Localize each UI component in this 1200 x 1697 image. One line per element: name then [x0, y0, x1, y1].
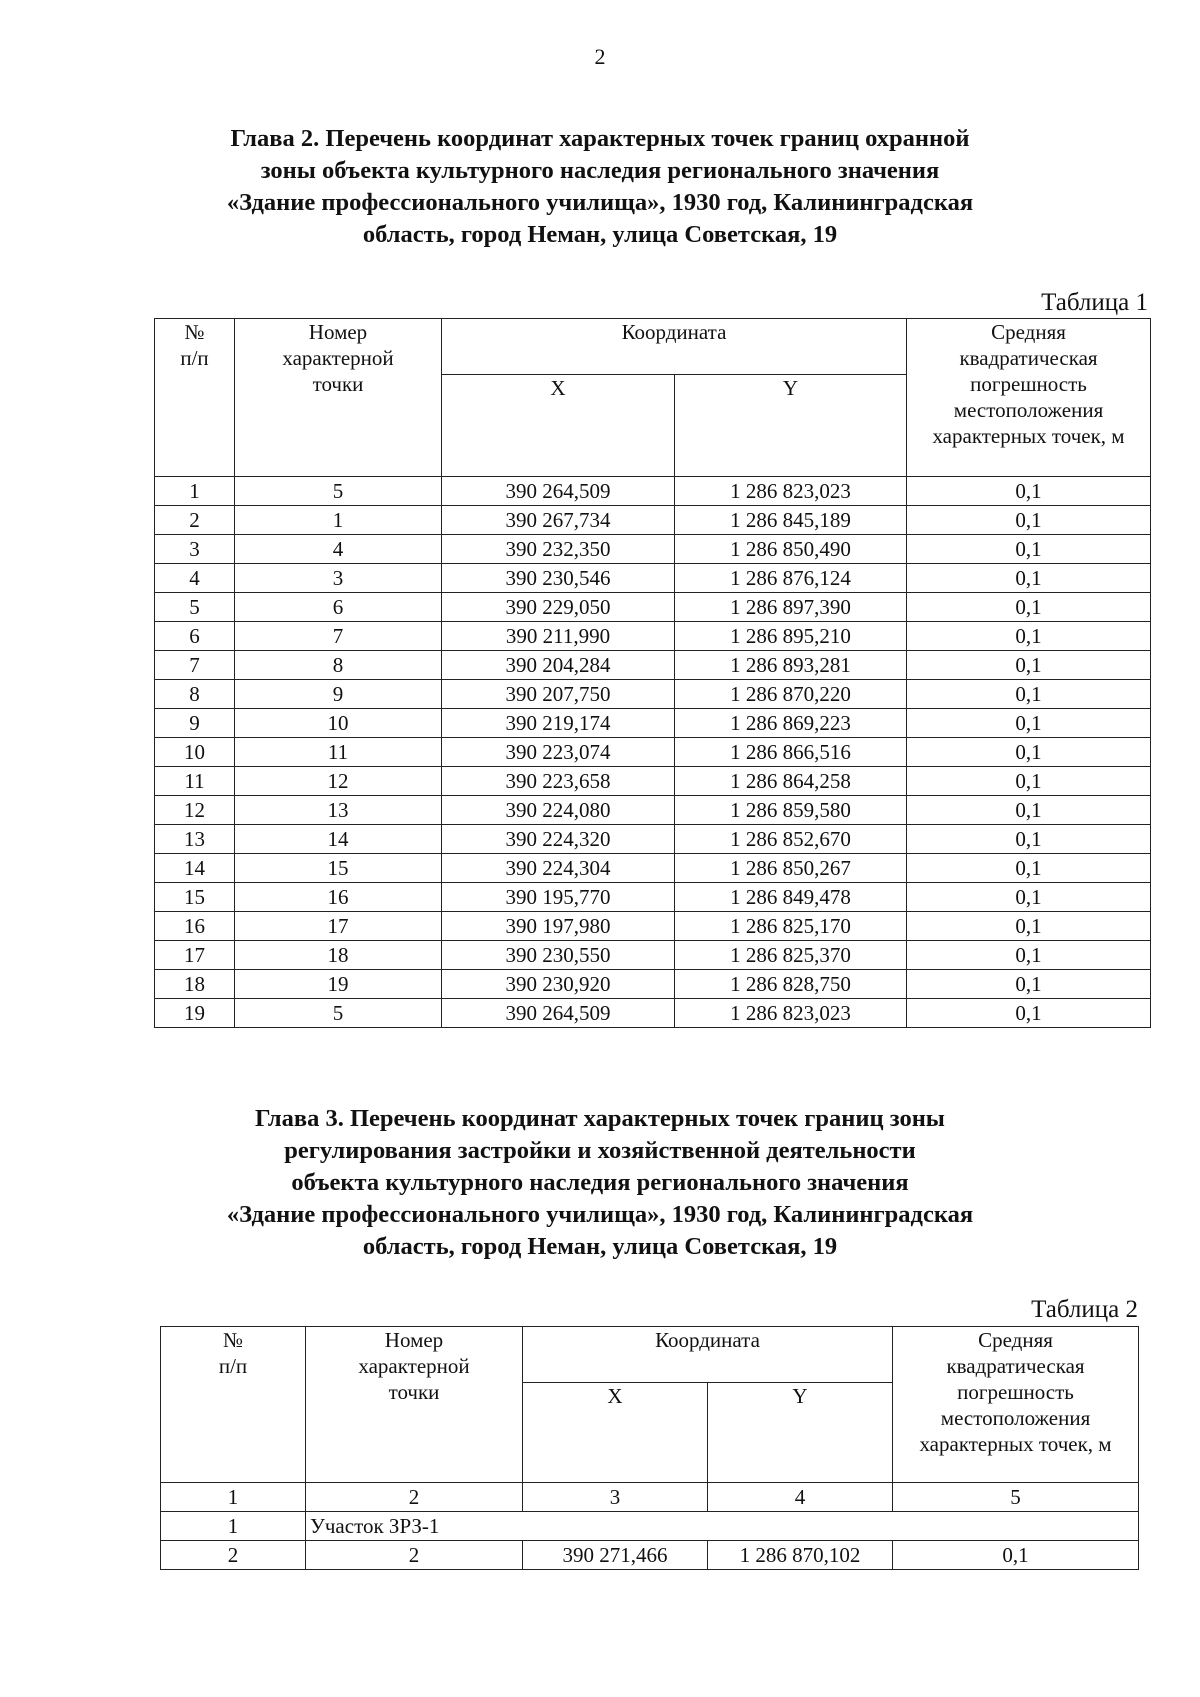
table-cell: 0,1 [907, 999, 1151, 1028]
header-error: Средняя квадратическая погрешность местоположения характерных точек, м [907, 319, 1151, 477]
chapter3-heading [0, 1103, 1200, 1263]
heading-line: «Здание профессионального училища», 1930 год, Калининградская [226, 189, 974, 216]
table-cell: 19 [235, 970, 442, 999]
table-cell: 10 [235, 709, 442, 738]
table-cell: 2 [161, 1541, 306, 1570]
table-cell: 390 264,509 [442, 999, 675, 1028]
table-cell: 1 286 828,750 [675, 970, 907, 999]
table-row [155, 738, 1151, 767]
table-cell: 16 [235, 883, 442, 912]
table-cell: 0,1 [907, 883, 1151, 912]
table-cell: 1 286 864,258 [675, 767, 907, 796]
table-row [155, 970, 1151, 999]
table-cell: 390 224,080 [442, 796, 675, 825]
table-cell: 0,1 [907, 506, 1151, 535]
table-cell: 1 286 859,580 [675, 796, 907, 825]
table-cell: 1 286 876,124 [675, 564, 907, 593]
table-cell: 1 286 845,189 [675, 506, 907, 535]
table-row [161, 1541, 1139, 1570]
table-row [155, 709, 1151, 738]
table-cell: 3 [523, 1483, 708, 1512]
coordinates-table-1 [154, 318, 1151, 1028]
table-cell: 0,1 [907, 709, 1151, 738]
table-row [155, 883, 1151, 912]
table-cell: 18 [155, 970, 235, 999]
header-x: X [442, 375, 675, 477]
table-cell: 390 197,980 [442, 912, 675, 941]
table-cell: 390 271,466 [523, 1541, 708, 1570]
table-cell: 8 [235, 651, 442, 680]
table-cell: 7 [235, 622, 442, 651]
table-cell: 390 264,509 [442, 477, 675, 506]
table-cell: 2 [155, 506, 235, 535]
table-cell: 1 286 825,370 [675, 941, 907, 970]
table-cell: 17 [155, 941, 235, 970]
header-num: № п/п [161, 1327, 306, 1483]
table-cell: 1 286 823,023 [675, 477, 907, 506]
table-cell: 5 [235, 999, 442, 1028]
table-cell: 0,1 [907, 941, 1151, 970]
table-row [155, 651, 1151, 680]
table-cell: 1 [161, 1512, 306, 1541]
header-coordinate: Координата [442, 319, 907, 375]
page-number: 2 [594, 44, 606, 69]
table-cell: 1 286 893,281 [675, 651, 907, 680]
table-row [155, 680, 1151, 709]
table-cell: 1 286 852,670 [675, 825, 907, 854]
table-cell: 0,1 [907, 970, 1151, 999]
table-cell: 4 [155, 564, 235, 593]
table-cell: 1 286 895,210 [675, 622, 907, 651]
table-cell: 390 224,320 [442, 825, 675, 854]
table-cell: 4 [708, 1483, 893, 1512]
table-cell: 390 219,174 [442, 709, 675, 738]
table-cell: 390 204,284 [442, 651, 675, 680]
heading-line: объекта культурного наследия регионального значения [291, 1169, 909, 1196]
table-row [155, 535, 1151, 564]
table-cell: 0,1 [907, 680, 1151, 709]
section-row [161, 1512, 1139, 1541]
table-cell: 390 229,050 [442, 593, 675, 622]
table-cell: 0,1 [907, 593, 1151, 622]
table-cell: 6 [155, 622, 235, 651]
table-cell: 0,1 [907, 796, 1151, 825]
table-cell: 1 286 823,023 [675, 999, 907, 1028]
coordinates-table-2 [160, 1326, 1139, 1570]
table-cell: 18 [235, 941, 442, 970]
table-cell: 1 286 866,516 [675, 738, 907, 767]
table-cell: 0,1 [907, 535, 1151, 564]
header-x: X [523, 1383, 708, 1483]
table-cell: 1 286 849,478 [675, 883, 907, 912]
table-cell: 15 [235, 854, 442, 883]
table-cell: 11 [155, 767, 235, 796]
table-cell: 0,1 [907, 854, 1151, 883]
table-cell: 0,1 [907, 564, 1151, 593]
table-row [155, 941, 1151, 970]
table-cell: 15 [155, 883, 235, 912]
table-cell: 13 [155, 825, 235, 854]
table-cell: 390 267,734 [442, 506, 675, 535]
table-cell: 390 207,750 [442, 680, 675, 709]
table-cell: 1 286 870,220 [675, 680, 907, 709]
table-cell: 9 [235, 680, 442, 709]
table-cell: 11 [235, 738, 442, 767]
table-cell: 1 286 897,390 [675, 593, 907, 622]
table-row [155, 477, 1151, 506]
table-cell: 390 223,074 [442, 738, 675, 767]
heading-line: регулирования застройки и хозяйственной деятельности [284, 1137, 916, 1164]
table-cell: 3 [235, 564, 442, 593]
table-cell: 12 [155, 796, 235, 825]
heading-line: зоны объекта культурного наследия регионального значения [260, 157, 940, 184]
heading-line: область, город Неман, улица Советская, 19 [362, 1233, 838, 1260]
table2-caption: Таблица 2 [1031, 1296, 1138, 1323]
table-cell: 6 [235, 593, 442, 622]
table-cell: 0,1 [907, 477, 1151, 506]
section-label: Участок ЗРЗ-1 [306, 1512, 1139, 1541]
heading-line: Глава 2. Перечень координат характерных точек границ охранной [230, 125, 970, 152]
header-y: Y [708, 1383, 893, 1483]
table-row [155, 854, 1151, 883]
table-cell: 1 [161, 1483, 306, 1512]
table-cell: 1 286 869,223 [675, 709, 907, 738]
table-cell: 3 [155, 535, 235, 564]
table-cell: 8 [155, 680, 235, 709]
table-cell: 14 [235, 825, 442, 854]
table-cell: 390 230,920 [442, 970, 675, 999]
table-cell: 0,1 [907, 912, 1151, 941]
table-cell: 0,1 [907, 622, 1151, 651]
table-cell: 390 230,550 [442, 941, 675, 970]
heading-line: область, город Неман, улица Советская, 19 [362, 221, 838, 248]
table-cell: 2 [306, 1483, 523, 1512]
table-cell: 1 286 850,490 [675, 535, 907, 564]
table-cell: 0,1 [907, 825, 1151, 854]
header-point: Номер характерной точки [235, 319, 442, 477]
table-row [155, 999, 1151, 1028]
table-row [155, 912, 1151, 941]
table-cell: 1 [155, 477, 235, 506]
table-row [155, 767, 1151, 796]
table-cell: 5 [155, 593, 235, 622]
table-cell: 390 195,770 [442, 883, 675, 912]
table-cell: 7 [155, 651, 235, 680]
header-coordinate: Координата [523, 1327, 893, 1383]
table-row [155, 825, 1151, 854]
table-cell: 1 286 850,267 [675, 854, 907, 883]
table-cell: 390 230,546 [442, 564, 675, 593]
table-cell: 5 [235, 477, 442, 506]
table-row [155, 796, 1151, 825]
table-cell: 0,1 [907, 651, 1151, 680]
table-cell: 5 [893, 1483, 1139, 1512]
column-number-row [161, 1483, 1139, 1512]
chapter2-heading [0, 123, 1200, 251]
table-cell: 1 286 870,102 [708, 1541, 893, 1570]
table-cell: 390 224,304 [442, 854, 675, 883]
table-cell: 9 [155, 709, 235, 738]
table-cell: 14 [155, 854, 235, 883]
table-row [155, 564, 1151, 593]
header-error: Средняя квадратическая погрешность местоположения характерных точек, м [893, 1327, 1139, 1483]
header-num: № п/п [155, 319, 235, 477]
heading-line: Глава 3. Перечень координат характерных точек границ зоны [255, 1105, 945, 1132]
table-cell: 10 [155, 738, 235, 767]
table-cell: 4 [235, 535, 442, 564]
table-cell: 0,1 [893, 1541, 1139, 1570]
table-cell: 390 232,350 [442, 535, 675, 564]
table-cell: 19 [155, 999, 235, 1028]
table1-caption: Таблица 1 [1041, 289, 1148, 316]
table-cell: 0,1 [907, 738, 1151, 767]
table-cell: 13 [235, 796, 442, 825]
heading-line: «Здание профессионального училища», 1930 год, Калининградская [226, 1201, 974, 1228]
header-y: Y [675, 375, 907, 477]
table-cell: 390 211,990 [442, 622, 675, 651]
table-cell: 1 [235, 506, 442, 535]
table-cell: 390 223,658 [442, 767, 675, 796]
table-cell: 16 [155, 912, 235, 941]
table-cell: 17 [235, 912, 442, 941]
table-cell: 12 [235, 767, 442, 796]
table-cell: 1 286 825,170 [675, 912, 907, 941]
table-row [155, 622, 1151, 651]
table-cell: 0,1 [907, 767, 1151, 796]
table-cell: 2 [306, 1541, 523, 1570]
table-row [155, 506, 1151, 535]
table-row [155, 593, 1151, 622]
header-point: Номер характерной точки [306, 1327, 523, 1483]
